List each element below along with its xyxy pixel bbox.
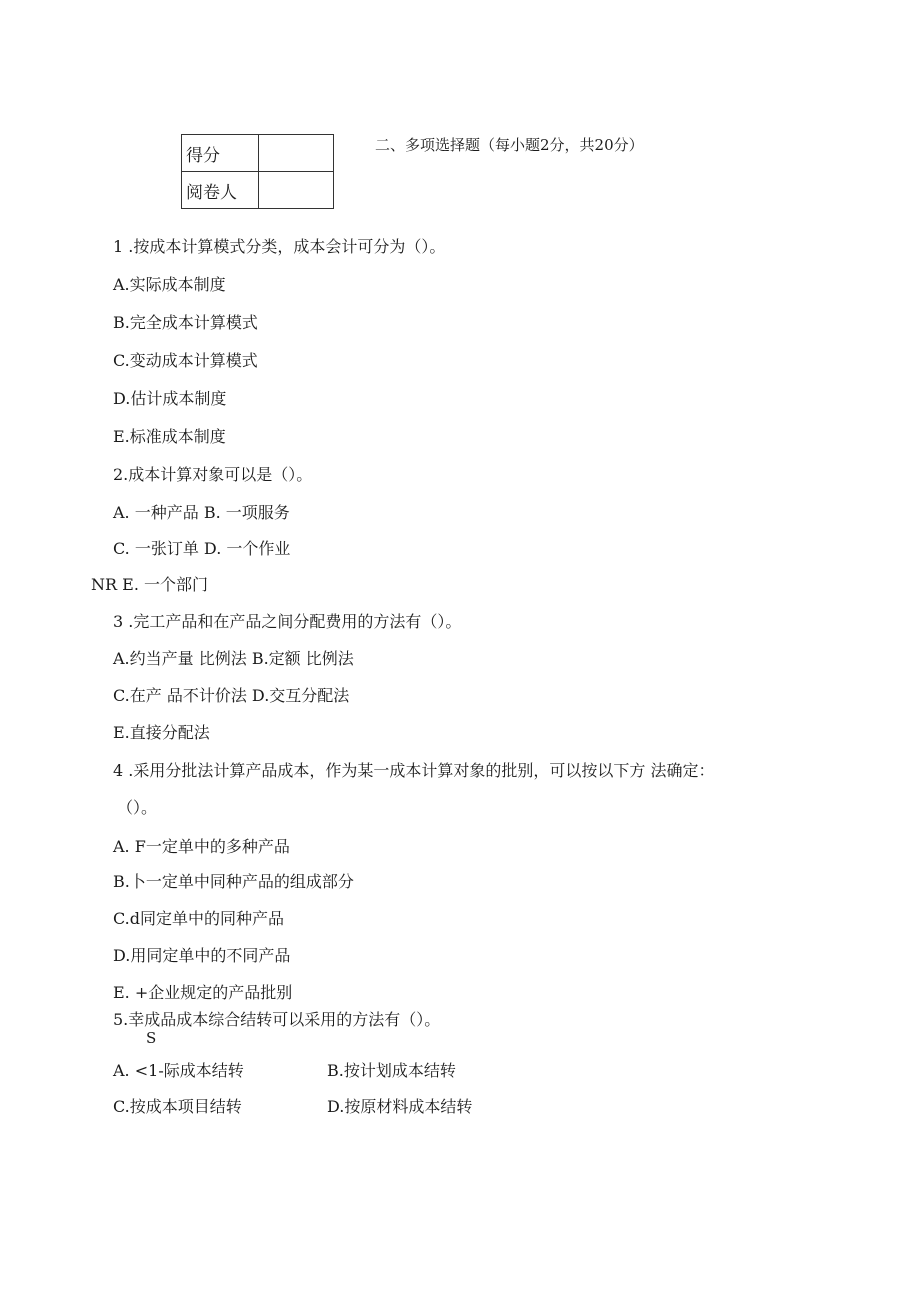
question-1-option-a: A.实际成本制度 xyxy=(113,275,226,294)
question-5-option-d: D.按原材料成本结转 xyxy=(327,1097,473,1116)
question-2-stem: 2.成本计算对象可以是（）。 xyxy=(113,465,313,484)
score-label: 得分 xyxy=(182,135,259,172)
question-5-stem: 5.幸成品成本综合结转可以采用的方法有（）。 xyxy=(113,1010,441,1029)
score-value-cell xyxy=(259,135,334,172)
question-5-stray-mark: S xyxy=(146,1029,157,1047)
question-5-option-c: C.按成本项目结转 xyxy=(113,1097,242,1116)
question-2-option-e: NR E. 一个部门 xyxy=(91,575,208,594)
grader-row xyxy=(182,172,334,209)
question-2-options-cd: C. 一张订单 D. 一个作业 xyxy=(113,539,291,558)
question-1-option-d: D.估计成本制度 xyxy=(113,389,227,408)
score-row xyxy=(182,135,334,172)
grader-value-cell xyxy=(259,172,334,209)
grader-label: 阅卷人 xyxy=(182,172,259,209)
question-2-options-ab: A. 一种产品 B. 一项服务 xyxy=(113,503,290,522)
question-4-stem: 4 .采用分批法计算产品成本，作为某一成本计算对象的批别，可以按以下方 法确定： xyxy=(113,761,715,780)
question-4-option-a: A. F一定单中的多种产品 xyxy=(113,837,290,856)
question-5-option-a: A. <1-际成本结转 xyxy=(113,1061,244,1080)
section-title: 二、多项选择题（每小题2分，共20分） xyxy=(375,136,644,154)
question-5-option-b: B.按计划成本结转 xyxy=(327,1061,456,1080)
question-1-option-c: C.变动成本计算模式 xyxy=(113,351,258,370)
question-1-stem: 1 .按成本计算模式分类，成本会计可分为（）。 xyxy=(113,237,446,256)
question-3-stem: 3 .完工产品和在产品之间分配费用的方法有（）。 xyxy=(113,612,462,631)
question-1-option-e: E.标准成本制度 xyxy=(113,427,226,446)
question-4-option-b: B.卜一定单中同种产品的组成部分 xyxy=(113,872,354,891)
question-4-option-e: E. +企业规定的产品批别 xyxy=(113,983,293,1002)
score-table xyxy=(181,134,334,209)
question-4-stem-continued: （）。 xyxy=(117,798,158,817)
question-3-options-cd: C.在产 品不计价法 D.交互分配法 xyxy=(113,686,350,705)
question-4-option-c: C.d同定单中的同种产品 xyxy=(113,909,285,928)
question-1-option-b: B.完全成本计算模式 xyxy=(113,313,258,332)
question-3-options-ab: A.约当产量 比例法 B.定额 比例法 xyxy=(113,649,354,668)
question-4-option-d: D.用同定单中的不同产品 xyxy=(113,946,291,965)
question-3-option-e: E.直接分配法 xyxy=(113,723,210,742)
